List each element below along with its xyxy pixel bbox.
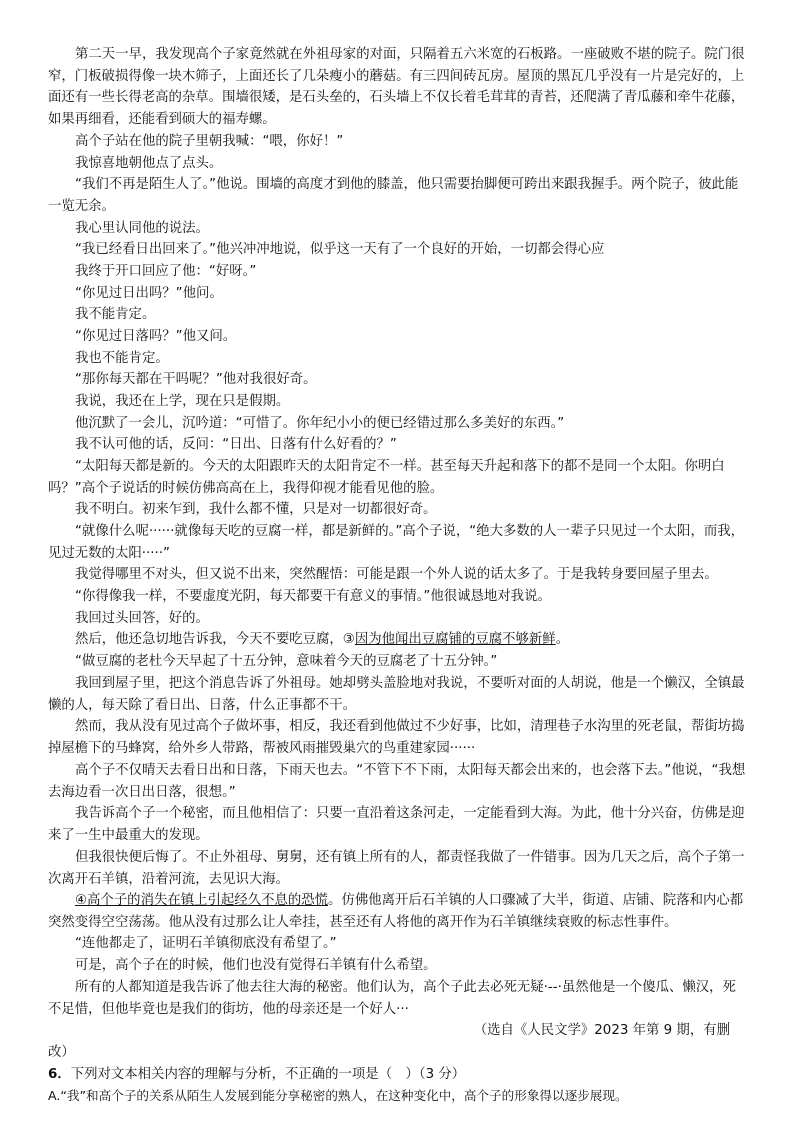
paragraph-blame: 所有的人都知道是我告诉了他去往大海的秘密。他们认为，高个子此去必死无疑·--·虽然他是一个傻瓜、懒汉，死不足惜，但他毕竟也是我们的街坊，他的母亲还是一个好人··· [48, 980, 736, 1017]
paragraph-nod: 我惊喜地朝他点了点头。 [75, 156, 223, 171]
paragraph-underline-4 [48, 890, 748, 933]
paragraph-hello: 高个子站在他的院子里朝我喊：“喂，你好！” [75, 134, 344, 149]
paragraph-courtyard: 第二天一早，我发现高个子家竟然就在外祖母家的对面，只隔着五六米宽的石板路。一座破败不堪的院子。院门很窄，门板破损得像一块木筛子，上面还长了几朵瘦小的蘑菇。有三四间砖瓦房。屋顶的黑瓦几乎没有一片是完好的，上面还有一些长得老高的杂草。围墙很矮，是石头垒的，石头墙上不仅长着毛茸茸的青苔，还爬满了青瓜藤和牵牛花藤，如果再细看，还能看到硕大的福寿螺。 [48, 47, 745, 128]
paragraph-turn-back: 我觉得哪里不对头，但又说不出来，突然醒悟：可能是跟一个外人说的话太多了。于是我转身要回屋子里去。 [75, 567, 718, 582]
paragraph-not-sure-2: 我也不能肯定。 [75, 351, 169, 366]
question-text: 下列对文本相关内容的理解与分析，不正确的一项是（ ）（3 分） [70, 1067, 466, 1082]
paragraph-underline-3 [48, 629, 748, 651]
source-line-2: 改） [48, 1044, 75, 1060]
paragraph-reply: 我终于开口回应了他：“好呀。” [75, 264, 257, 279]
paragraph-seen-sunset: “你见过日落吗？”他又问。 [75, 329, 237, 344]
paragraph-no-hope-before: 可是，高个子在的时候，他们也没有觉得石羊镇有什么希望。 [75, 958, 437, 973]
paragraph-question: 我不认可他的话，反问：“日出、日落有什么好看的？” [75, 437, 397, 452]
paragraph-pity: 他沉默了一会儿，沉吟道：“可惜了。你年纪小小的便已经错过那么多美好的东西。” [75, 416, 565, 431]
paragraph-grandmother: 我回到屋子里，把这个消息告诉了外祖母。她却劈头盖脸地对我说，不要听对面的人胡说，他是一个懒汉，全镇最懒的人，每天除了看日出、日落，什么正事都不干。 [48, 676, 745, 713]
question-number: 6． [48, 1067, 71, 1082]
paragraph-not-strangers: “我们不再是陌生人了。”他说。围墙的高度才到他的膝盖，他只需要抬脚便可跨出来跟我握手。两个院子，彼此能一览无余。 [48, 177, 739, 214]
paragraph-seen-sunrise: “你见过日出吗？”他问。 [75, 286, 223, 301]
paragraph-sunrise-back: “我已经看日出回来了。”他兴冲冲地说，似乎这一天有了一个良好的开始，一切都会得心应 [75, 242, 605, 257]
paragraph-good-deeds: 然而，我从没有见过高个子做坏事，相反，我还看到他做过不少好事，比如，清理巷子水沟里的死老鼠，帮街坊捣掉屋檐下的马蜂窝，给外乡人带路，帮被风雨摧毁巢穴的鸟重建家园······ [48, 719, 745, 756]
paragraph-tofu-analogy: “就像什么呢······就像每天吃的豆腐一样，都是新鲜的。”高个子说，“绝大多数的人一辈子只见过一个太阳，而我，见过无数的太阳·····” [48, 524, 745, 561]
paragraph-ok: 我回过头回答，好的。 [75, 611, 209, 626]
paragraph-no-hope: “连他都走了，证明石羊镇彻底没有希望了。” [75, 936, 337, 951]
paragraph-not-sure-1: 我不能肯定。 [75, 307, 156, 322]
paragraph-curious: “那你每天都在干吗呢？”他对我很好奇。 [75, 372, 317, 387]
paragraph-school: 我说，我还在上学，现在只是假期。 [75, 394, 290, 409]
paragraph-dont-understand: 我不明白。初来乍到，我什么都不懂，只是对一切都很好奇。 [75, 502, 437, 517]
question-6 [48, 1064, 748, 1086]
source-line-1: （选自《人民文学》2023 年第 9 期，有删 [473, 1023, 730, 1038]
paragraph-agree: 我心里认同他的说法。 [75, 221, 209, 236]
paragraph-tofu-maker: “做豆腐的老杜今天早起了十五分钟，意味着今天的豆腐老了十五分钟。” [75, 654, 498, 669]
paragraph-secret: 我告诉高个子一个秘密，而且他相信了：只要一直沿着这条河走，一定能看到大海。为此，他十分兴奋，仿佛是迎来了一生中最重大的发现。 [48, 806, 745, 843]
paragraph-rain: 高个子不仅晴天去看日出和日落，下雨天也去。“不管下不下雨，太阳每天都会出来的，也会落下去。”他说，“我想去海边看一次日出日落，很想。” [48, 763, 746, 800]
paragraph-new-sun: “太阳每天都是新的。今天的太阳跟昨天的太阳肯定不一样。甚至每天升起和落下的都不是同一个太阳。你明白吗？”高个子说话的时候仿佛高高在上，我得仰视才能看见他的脸。 [48, 459, 725, 496]
paragraph-text: 然后，他还急切地告诉我，今天不要吃豆腐，③ [75, 632, 355, 647]
underlined-sentence-4: ④高个子的消失在镇上引起经久不息的恐慌 [75, 893, 329, 908]
sentence-end: 。 [555, 632, 570, 647]
paragraph-regret: 但我很快便后悔了。不止外祖母、舅舅，还有镇上所有的人，都责怪我做了一件错事。因为几天之后，高个子第一次离开石羊镇，沿着河流，去见识大海。 [48, 850, 745, 887]
option-a: A.“我”和高个子的关系从陌生人发展到能分享秘密的熟人，在这种变化中，高个子的形象得以逐步展现。 [48, 1088, 628, 1103]
source-citation [48, 1020, 748, 1063]
paragraph-meaningful: “你得像我一样，不要虚度光阴，每天都要干有意义的事情。”他很诚恳地对我说。 [75, 589, 551, 604]
paragraph-text: 。仿佛他离开后石羊镇的人口骤减了大半，街道、店铺、院落和内心都突然变得空空荡荡。他从没有过那么让人牵挂，甚至还有人将他的离开作为石羊镇继续衰败的标志性事件。 [48, 893, 744, 930]
underlined-sentence-3: 因为他闻出豆腐铺的豆腐不够新鲜 [354, 632, 556, 647]
